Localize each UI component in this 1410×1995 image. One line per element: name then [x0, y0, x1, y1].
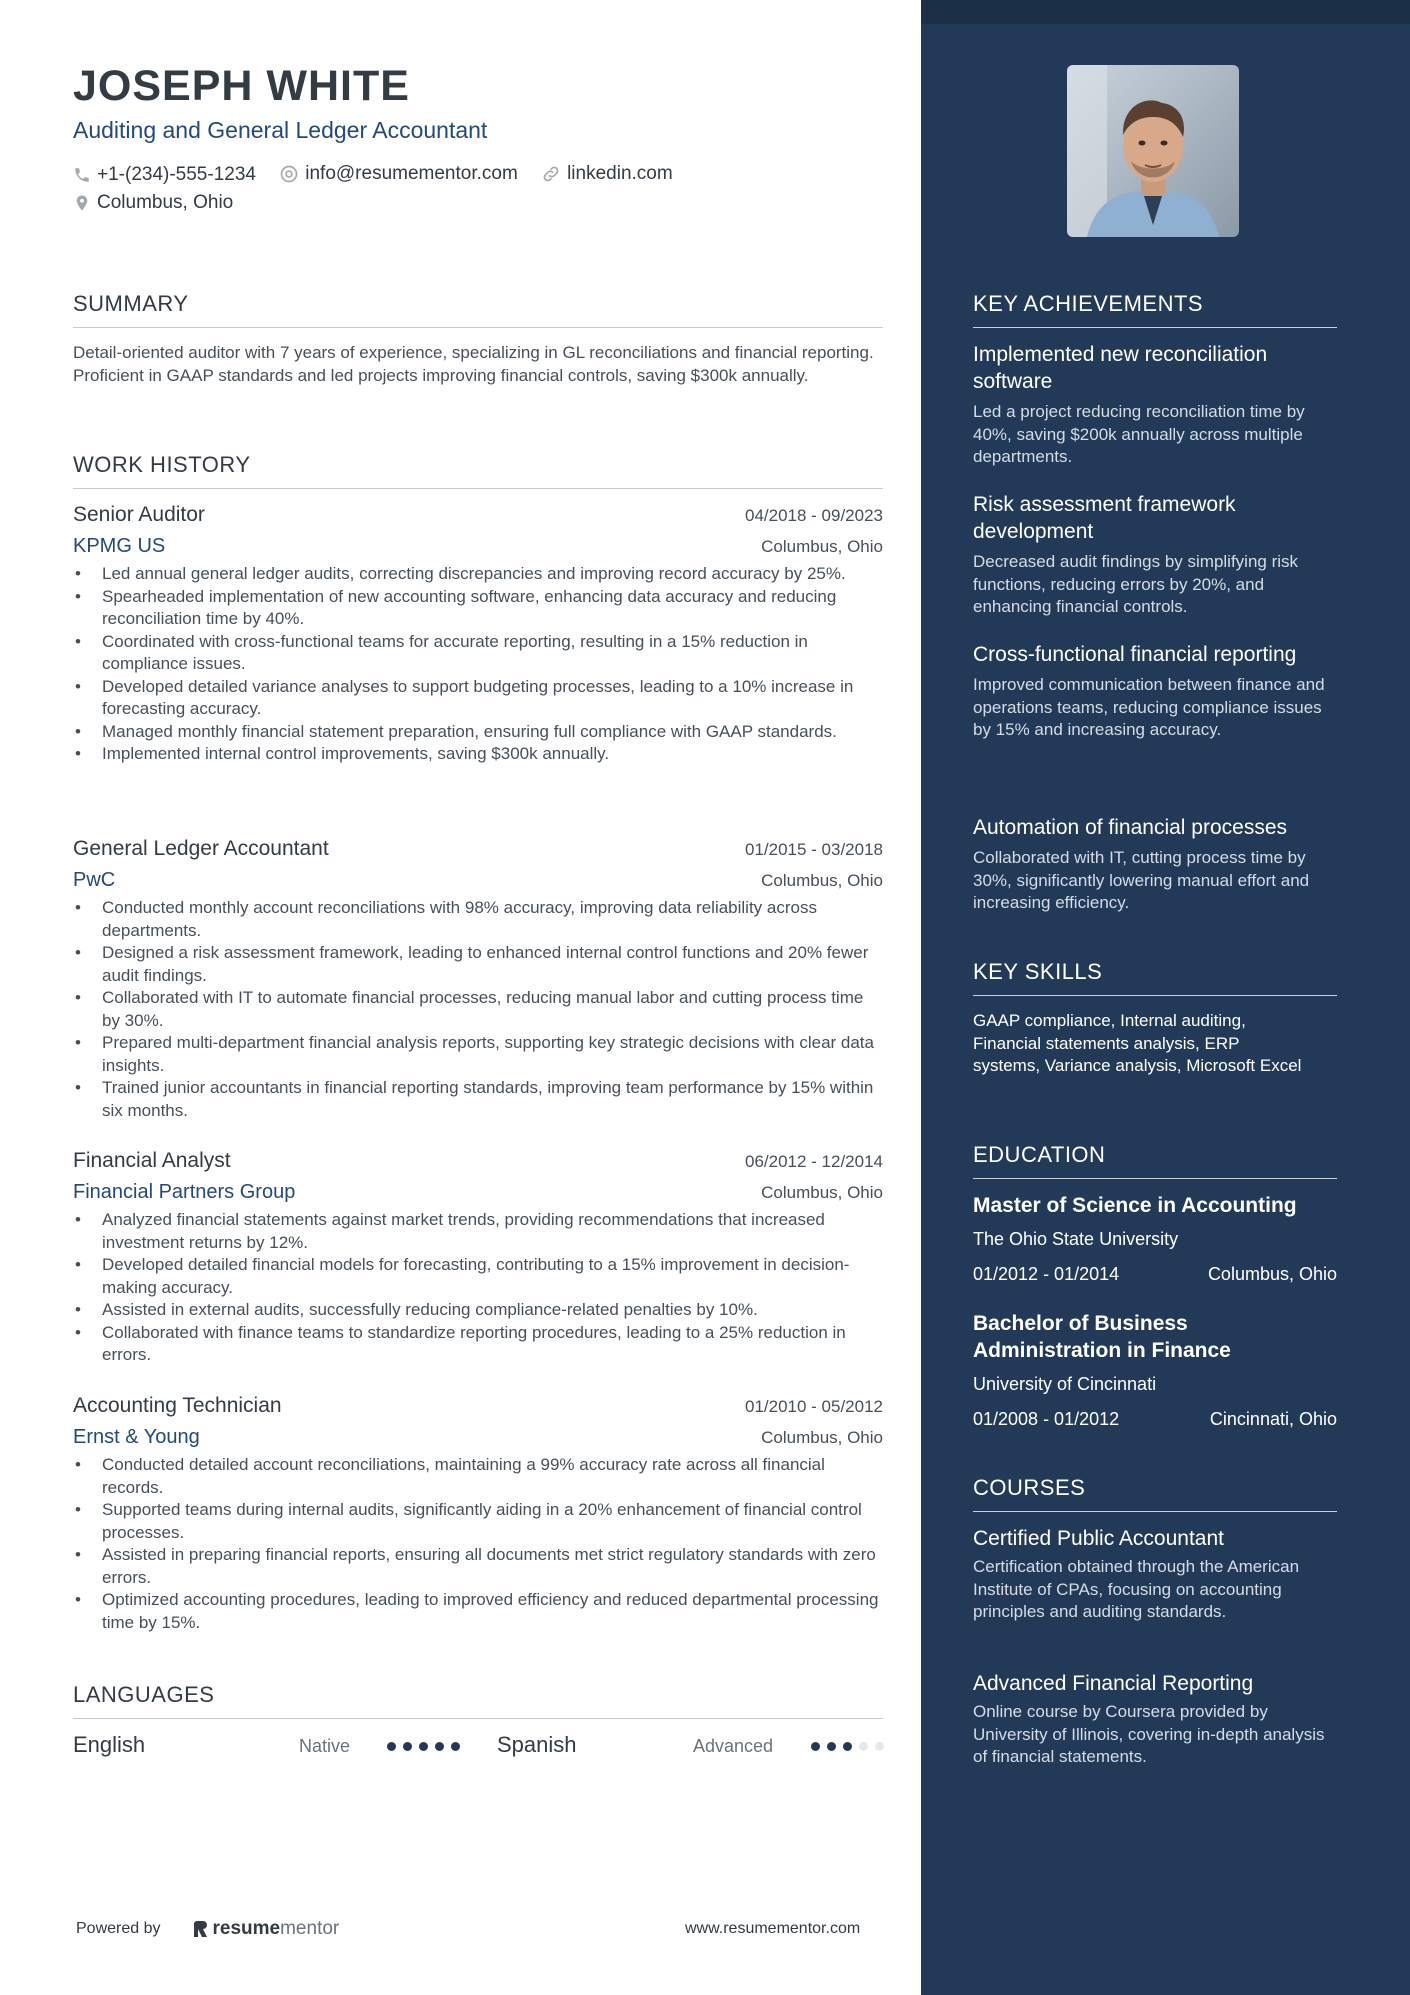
- courses-heading: COURSES: [973, 1475, 1337, 1512]
- proficiency-dot: [435, 1742, 444, 1751]
- job-bullet: • Spearheaded implementation of new accounting software, enhancing data accuracy and reducing reconciliation time by 40%.: [102, 586, 883, 631]
- job-bullet: • Implemented internal control improvements, saving $300k annually.: [102, 743, 883, 766]
- powered-by-text: Powered by: [76, 1920, 161, 1937]
- education-school: The Ohio State University: [973, 1229, 1179, 1249]
- resumementor-logo-icon: [193, 1919, 209, 1939]
- summary-heading: SUMMARY: [73, 291, 883, 328]
- languages-row: [73, 1732, 883, 1762]
- job-bullet: • Designed a risk assessment framework, leading to enhanced internal control functions and 20% fewer audit findings.: [102, 942, 883, 987]
- achievement-title: Risk assessment framework development: [973, 493, 1236, 543]
- education-dates: 01/2012 - 01/2014: [973, 1264, 1120, 1284]
- course-item: [973, 1525, 1337, 1624]
- proficiency-dot: [451, 1742, 460, 1751]
- work-history-heading: WORK HISTORY: [73, 452, 883, 489]
- job-location: Columbus, Ohio: [761, 1428, 883, 1447]
- email-text: info@resumementor.com: [305, 162, 518, 184]
- achievement-item: [973, 641, 1337, 742]
- language-name: English: [73, 1732, 146, 1757]
- job-bullet: • Developed detailed financial models for forecasting, contributing to a 15% improvement in decision-making accuracy.: [102, 1254, 883, 1299]
- proficiency-dot: [859, 1742, 868, 1751]
- proficiency-dot: [403, 1742, 412, 1751]
- location-text: Columbus, Ohio: [97, 192, 234, 213]
- candidate-title: Auditing and General Ledger Accountant: [73, 117, 488, 143]
- job-company: PwC: [73, 869, 116, 891]
- link-icon: [541, 164, 561, 184]
- sidebar: [921, 0, 1410, 1995]
- contact-info: [73, 160, 873, 219]
- location-pin-icon: [73, 193, 91, 213]
- job-dates: 01/2010 - 05/2012: [744, 1397, 883, 1416]
- achievement-desc: Led a project reducing reconciliation time by 40%, saving $200k annually across multiple departments.: [973, 402, 1305, 466]
- job-bullet: • Prepared multi-department financial analysis reports, supporting key strategic decisions with clear data insights.: [102, 1032, 883, 1077]
- job-bullet: • Assisted in preparing financial reports, ensuring all documents met strict regulatory standards with zero errors.: [102, 1544, 883, 1589]
- proficiency-dot: [827, 1742, 836, 1751]
- profile-photo: [1067, 65, 1239, 237]
- job-company: Financial Partners Group: [73, 1181, 296, 1203]
- job-bullet: • Collaborated with finance teams to standardize reporting procedures, leading to a 25% reduction in errors.: [102, 1322, 883, 1367]
- language-proficiency-dots: [811, 1742, 891, 1751]
- job-bullets: [73, 1209, 883, 1367]
- portrait-image: [1067, 65, 1239, 237]
- job-entry: [73, 1394, 883, 1634]
- job-entry: [73, 837, 883, 1122]
- job-bullet: • Coordinated with cross-functional teams for accurate reporting, resulting in a 15% reduction in compliance issues.: [102, 631, 883, 676]
- job-bullet: • Developed detailed variance analyses to support budgeting processes, leading to a 10% increase in forecasting accuracy.: [102, 676, 883, 721]
- languages-heading: LANGUAGES: [73, 1682, 883, 1719]
- summary-text: Detail-oriented auditor with 7 years of experience, specializing in GL reconciliations and financial reporting. Proficient in GAAP standards and led projects improving financial controls, saving $300k annually.: [73, 343, 874, 385]
- job-entry: [73, 503, 883, 766]
- education-location: Columbus, Ohio: [1207, 1264, 1337, 1284]
- language-proficiency-dots: [387, 1742, 467, 1751]
- job-bullet: • Supported teams during internal audits, significantly aiding in a 20% enhancement of financial control processes.: [102, 1499, 883, 1544]
- job-role: Senior Auditor: [73, 503, 205, 526]
- job-location: Columbus, Ohio: [761, 871, 883, 890]
- job-bullet: • Conducted monthly account reconciliations with 98% accuracy, improving data reliability across departments.: [102, 897, 883, 942]
- course-title: Certified Public Accountant: [973, 1527, 1224, 1550]
- achievement-desc: Decreased audit findings by simplifying risk functions, reducing errors by 20%, and enhancing financial controls.: [973, 552, 1299, 616]
- job-location: Columbus, Ohio: [761, 537, 883, 556]
- contact-phone[interactable]: [73, 161, 256, 188]
- achievements-heading: KEY ACHIEVEMENTS: [973, 291, 1337, 328]
- candidate-name: JOSEPH WHITE: [73, 62, 410, 110]
- sidebar-top-band: [921, 0, 1410, 24]
- language-level: Advanced: [693, 1736, 774, 1756]
- achievement-item: [973, 491, 1337, 619]
- proficiency-dot: [843, 1742, 852, 1751]
- course-item: [973, 1670, 1337, 1769]
- proficiency-dot: [419, 1742, 428, 1751]
- job-bullets: [73, 1454, 883, 1634]
- course-desc: Certification obtained through the American Institute of CPAs, focusing on accounting principles and auditing standards.: [973, 1557, 1300, 1621]
- phone-text: +1-(234)-555-1234: [97, 163, 256, 185]
- education-heading: EDUCATION: [973, 1142, 1337, 1179]
- education-degree: Bachelor of Business Administration in Finance: [973, 1312, 1231, 1362]
- job-location: Columbus, Ohio: [761, 1183, 883, 1202]
- job-bullet: • Optimized accounting procedures, leading to improved efficiency and reduced departmental processing time by 15%.: [102, 1589, 883, 1634]
- achievement-desc: Collaborated with IT, cutting process time by 30%, significantly lowering manual effort and increasing efficiency.: [973, 848, 1310, 912]
- achievement-item: [973, 341, 1337, 469]
- brand-bold-text: resume: [212, 1918, 281, 1939]
- contact-email[interactable]: [279, 160, 518, 187]
- at-icon: [279, 164, 299, 184]
- achievement-title: Implemented new reconciliation software: [973, 343, 1268, 393]
- job-role: Financial Analyst: [73, 1149, 231, 1172]
- language-level: Native: [299, 1736, 351, 1756]
- phone-icon: [73, 166, 91, 184]
- language-name: Spanish: [497, 1732, 577, 1757]
- job-dates: 01/2015 - 03/2018: [744, 840, 883, 859]
- achievement-desc: Improved communication between finance and operations teams, reducing compliance issues by 15% and increasing accuracy.: [973, 675, 1325, 739]
- job-bullet: • Managed monthly financial statement preparation, ensuring full compliance with GAAP standards.: [102, 721, 883, 744]
- job-company: KPMG US: [73, 535, 166, 557]
- job-bullets: [73, 563, 883, 766]
- job-company: Ernst & Young: [73, 1426, 200, 1448]
- education-item: [973, 1192, 1337, 1285]
- education-degree: Master of Science in Accounting: [973, 1194, 1297, 1217]
- skills-text: GAAP compliance, Internal auditing, Financial statements analysis, ERP systems, Variance analysis, Microsoft Excel: [973, 1011, 1302, 1075]
- job-dates: 06/2012 - 12/2014: [744, 1152, 883, 1171]
- job-bullet: • Conducted detailed account reconciliations, maintaining a 99% accuracy rate across all financial records.: [102, 1454, 883, 1499]
- job-bullets: [73, 897, 883, 1122]
- education-school: University of Cincinnati: [973, 1374, 1157, 1394]
- linkedin-text: linkedin.com: [567, 162, 673, 184]
- course-desc: Online course by Coursera provided by University of Illinois, covering in-depth analysis of financial statements.: [973, 1702, 1325, 1766]
- job-role: Accounting Technician: [73, 1394, 282, 1417]
- job-role: General Ledger Accountant: [73, 837, 329, 860]
- achievement-item: [973, 814, 1337, 915]
- proficiency-dot: [875, 1742, 884, 1751]
- job-entry: [73, 1149, 883, 1367]
- footer-powered-by: [76, 1918, 339, 1940]
- job-dates: 04/2018 - 09/2023: [744, 506, 883, 525]
- course-title: Advanced Financial Reporting: [973, 1672, 1254, 1695]
- education-item: [973, 1310, 1337, 1430]
- proficiency-dot: [387, 1742, 396, 1751]
- skills-heading: KEY SKILLS: [973, 959, 1337, 996]
- job-bullet: • Collaborated with IT to automate financial processes, reducing manual labor and cutting process time by 30%.: [102, 987, 883, 1032]
- brand-light-text: mentor: [280, 1918, 340, 1939]
- job-bullet: • Analyzed financial statements against market trends, providing recommendations that increased investment returns by 12%.: [102, 1209, 883, 1254]
- education-location: Cincinnati, Ohio: [1209, 1409, 1337, 1429]
- job-bullet: • Assisted in external audits, successfully reducing compliance-related penalties by 10%.: [102, 1299, 883, 1322]
- brand-logo[interactable]: [193, 1918, 340, 1940]
- contact-linkedin[interactable]: [541, 160, 673, 187]
- achievement-title: Automation of financial processes: [973, 816, 1288, 839]
- proficiency-dot: [811, 1742, 820, 1751]
- achievement-title: Cross-functional financial reporting: [973, 643, 1297, 666]
- job-bullet: • Led annual general ledger audits, correcting discrepancies and improving record accuracy by 25%.: [102, 563, 883, 586]
- footer-website[interactable]: www.resumementor.com: [685, 1920, 861, 1937]
- education-dates: 01/2008 - 01/2012: [973, 1409, 1120, 1429]
- job-bullet: • Trained junior accountants in financial reporting standards, improving team performance by 15% within six months.: [102, 1077, 883, 1122]
- contact-location: [73, 190, 233, 217]
